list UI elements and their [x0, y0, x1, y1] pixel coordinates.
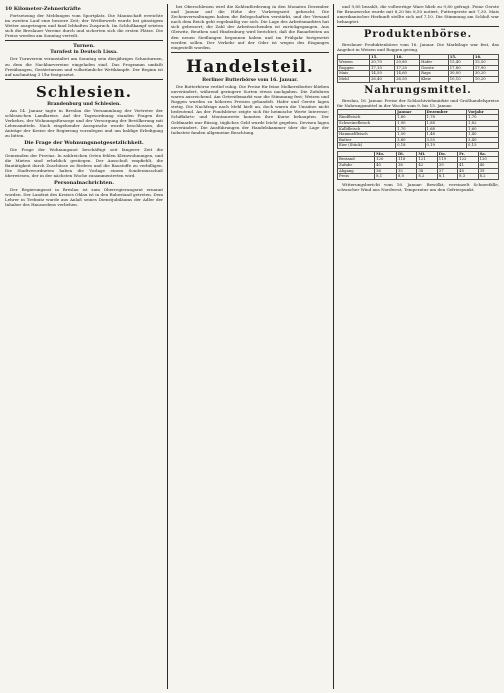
table-cell: 8,2: [478, 174, 498, 180]
wohnung-title: Die Frage der Wohnungsnotgesetzlichkeit.: [24, 140, 144, 147]
table-cell: 121: [417, 157, 437, 163]
table-cell: 14,50: [370, 71, 395, 77]
table-cell: 0,18: [396, 143, 425, 149]
table-cell: 1,50: [396, 132, 425, 138]
middle-top-article: bei Oberschlesien wird die Kohlenförderung in den Monaten Dezember und Januar auf die Höhe der Vorkriegszeit gebracht. Die Zechenverwaltungen haben die Belegschaften verstärkt, und der Versand nach dem Reich geht regelmäßig vor sich. Die Lage des Arbeitsmarktes hat sich gebessert; die Zahl der Arbeitsuchenden ist zurückgegangen. Aus Gleiwitz, Beuthen und Hindenburg wird berichtet, daß die Bauarbeiten an den neuen Siedlungen begonnen haben und im Frühjahr fortgesetzt werden sollen. Der Verkehr auf der Oder ist wegen des Eisganges eingestellt worden.: [171, 4, 329, 50]
table-cell: Abgang: [338, 168, 375, 174]
section-title-schlesien: Schlesien.: [36, 82, 132, 101]
table-cell: Mais: [338, 71, 370, 77]
table-header-cell: Mi.: [417, 151, 437, 157]
table-cell: 1,80: [396, 115, 425, 121]
table-cell: Rindfleisch: [338, 115, 396, 121]
personal-article: Der Regierungsrat in Breslau ist zum Oberregierungsrat ernannt worden. Der Landrat des Kreises Ohlau ist in den Ruhestand getreten. Dem Lehrer in Trebnitz wurde aus Anlaß seines Dienstjubiläums der Adler der Inhaber des Hausordens verliehen.: [5, 186, 163, 208]
table-cell: 119: [437, 157, 457, 163]
table-cell: 10,10: [448, 76, 473, 82]
table-cell: Zufuhr: [338, 163, 375, 169]
table-header-cell: Dezember: [425, 109, 467, 115]
table-cell: 17,10: [370, 65, 395, 71]
column-rule: [333, 4, 334, 689]
table-cell: Hafer: [420, 60, 449, 66]
table-cell: 40: [375, 163, 397, 169]
top-article: Fortsetzung der Meldungen vom Sportplatz. Die Mannschaft erreichte im zweiten Lauf eine bessere Zeit; der Wettbewerb wurde bei günstigem Wetter ausgetragen und fand lebhaften Zuspruch. Im Schlußkampf setzten sich die Breslauer Vereine durch und sicherten sich die ersten Plätze. Die Preise werden am Sonntag verteilt.: [5, 13, 163, 39]
turnen-subtitle: Turnfest in Deutsch Lissa.: [50, 50, 118, 56]
table-cell: Kleie: [420, 76, 449, 82]
table-cell: 8,3: [458, 174, 478, 180]
table-cell: 8,2: [417, 174, 437, 180]
table-cell: 1,70: [467, 115, 499, 121]
table-cell: 17,90: [473, 65, 498, 71]
table-cell: 20,70: [370, 60, 395, 66]
table-cell: 1,82: [467, 120, 499, 126]
table-header-cell: Mo.: [375, 151, 397, 157]
table-cell: 30,20: [473, 71, 498, 77]
schlesien-article: Am 14. Januar tagte in Breslau die Versammlung der Vertreter der schlesischen Landkreise. Auf der Tagesordnung standen Fragen des Verkehrs, der Wohnungsfürsorge und der Versorgung der Bevölkerung mit Lebensmitteln. Nach eingehender Aussprache wurde beschlossen, die Anträge der Kreise der Regierung vorzulegen und um baldige Erledigung zu bitten.: [5, 107, 163, 139]
column-rule: [167, 4, 168, 689]
table-row: [338, 76, 499, 82]
table-header-cell: 16.: [395, 54, 420, 60]
table-cell: 0,15: [467, 143, 499, 149]
table-cell: 1,48: [425, 132, 467, 138]
column-right: [337, 4, 499, 193]
table-cell: 1,90: [396, 120, 425, 126]
table-cell: 1,68: [425, 126, 467, 132]
table-cell: 40: [478, 163, 498, 169]
table-cell: 1,88: [425, 120, 467, 126]
section-title-handelsteil: Handelsteil.: [186, 56, 314, 77]
table-cell: 26,50: [395, 76, 420, 82]
price-table-grain: [337, 54, 499, 83]
turnen-title: Turnen.: [73, 43, 95, 50]
newspaper-page: [3, 0, 501, 693]
table-cell: Roggen: [338, 65, 370, 71]
table-header-cell: Sa.: [478, 151, 498, 157]
price-table-food: [337, 109, 499, 149]
table-cell: Weizen: [338, 60, 370, 66]
prod-article: Breslauer Produktenbörse vom 16. Januar. Die Marktlage war fest, das Angebot in Weizen und Roggen gering.: [337, 42, 499, 53]
table-cell: Gerste: [420, 65, 449, 71]
turnen-article: Der Turnverein veranstaltet am Sonntag sein diesjähriges Schauturnen, zu dem die Nachbarvereine eingeladen sind. Das Programm umfaßt Freiübungen, Geräteturnen und volkstümliche Wettkämpfe. Der Beginn ist auf nachmittag 3 Uhr festgesetzt.: [5, 56, 163, 77]
section-subtitle: Brandenburg und Schlesien.: [47, 101, 121, 107]
divider: [337, 26, 499, 27]
table-header-cell: Fr.: [458, 151, 478, 157]
column-middle: [171, 4, 329, 136]
table-cell: 3,55: [425, 137, 467, 143]
divider: [5, 40, 163, 41]
table-cell: Raps: [420, 71, 449, 77]
right-top-article: und 9,85 bezahlt, die vollwertige Ware blieb zu 9,80 gefragt. Feine Gerste für Brauzwecke wurde mit 8,20 bis 8,50 notiert, Futtergerste mit 7,30. Mais amerikanischer Herkunft stellte sich auf 7,10. Die Stimmung am Schluß war behauptet.: [337, 4, 499, 25]
section-title-produktenboerse: Produktenbörse.: [363, 29, 473, 41]
table-row: [338, 174, 499, 180]
table-cell: 120: [478, 157, 498, 163]
section-title-nahrungsmittel: Nahrungsmittel.: [364, 84, 472, 96]
table-header-cell: 16.: [473, 54, 498, 60]
table-header-cell: Do.: [437, 151, 457, 157]
table-header-cell: Di.: [397, 151, 417, 157]
personal-title: Personalnachrichten.: [54, 179, 114, 186]
divider: [171, 52, 329, 53]
table-cell: 8,0: [397, 174, 417, 180]
table-cell: 118: [397, 157, 417, 163]
table-header-cell: Vorjahr: [467, 109, 499, 115]
table-cell: Hammelfleisch: [338, 132, 396, 138]
weather-note: Witterungsbericht vom 16. Januar: Bewölkt, vereinzelt Schneefälle, schwacher Wind aus Nordwest, Temperatur um den Gefrierpunkt.: [337, 181, 499, 192]
table-cell: Butter: [338, 137, 396, 143]
table-cell: 8,1: [437, 174, 457, 180]
top-heading: 10 Kilometer-Zehnerkräfte: [5, 6, 81, 12]
table-cell: Kalbfleisch: [338, 126, 396, 132]
table-cell: 1,60: [467, 126, 499, 132]
table-cell: Bestand: [338, 157, 375, 163]
table-cell: 36: [375, 168, 397, 174]
table-cell: 8,1: [375, 174, 397, 180]
table-cell: 39: [478, 168, 498, 174]
table-cell: Mehl: [338, 76, 370, 82]
table-cell: 3,60: [396, 137, 425, 143]
divider: [5, 79, 163, 80]
table-cell: 15,40: [448, 60, 473, 66]
table-cell: Preis: [338, 174, 375, 180]
table-cell: 17,80: [448, 65, 473, 71]
table-cell: 38: [417, 168, 437, 174]
table-cell: 20,80: [395, 60, 420, 66]
table-cell: 39: [437, 163, 457, 169]
column-left: [5, 4, 163, 208]
table-cell: 35: [397, 168, 417, 174]
table-header-cell: 15.: [448, 54, 473, 60]
nahr-article: Breslau, 16. Januar. Preise der Schlachtviehmärkte und Großhandelspreise für Nahrungsmittel in der Woche vom 9. bis 15. Januar.: [337, 97, 499, 108]
handel-subtitle: Berliner Butterbörse vom 16. Januar.: [202, 77, 298, 83]
table-header-cell: Januar: [396, 109, 425, 115]
table-cell: 0,19: [425, 143, 467, 149]
wohnung-article: Die Frage der Wohnungsnot beschäftigt seit längerer Zeit die Gemeinden der Provinz. In zahlreichen Orten fehlen Kleinwohnungen, und die Mieten sind erheblich gestiegen. Der Ausschuß empfiehlt, die Bautätigkeit durch Zuschüsse zu fördern und die Baustoffe zu verbilligen. Die Stadtverordneten haben die Vorlage einem Sonderausschuß überwiesen, der in der nächsten Woche zusammentreten wird.: [5, 147, 163, 178]
table-cell: 37: [437, 168, 457, 174]
table-row: [338, 143, 499, 149]
table-cell: 26,40: [370, 76, 395, 82]
table-cell: 40: [458, 168, 478, 174]
table-cell: 120: [375, 157, 397, 163]
table-cell: 10,20: [473, 76, 498, 82]
table-cell: 3,40: [467, 137, 499, 143]
table-cell: 1,78: [425, 115, 467, 121]
table-cell: 1,70: [396, 126, 425, 132]
table-cell: 15,50: [473, 60, 498, 66]
table-cell: Schweinefleisch: [338, 120, 396, 126]
table-cell: 41: [458, 163, 478, 169]
table-cell: 1,40: [467, 132, 499, 138]
market-grid-table: [337, 151, 499, 180]
table-cell: 14,60: [395, 71, 420, 77]
table-header-cell: 15.: [370, 54, 395, 60]
table-cell: 38: [397, 163, 417, 169]
table-cell: Eier (Stück): [338, 143, 396, 149]
table-cell: 17,20: [395, 65, 420, 71]
table-cell: 30,00: [448, 71, 473, 77]
table-cell: 122: [458, 157, 478, 163]
handel-article: Die Butterbörse verlief ruhig. Die Preise für feine Molkereibutter blieben unverändert, während geringere Sorten etwas nachgaben. Die Zufuhren waren ausreichend. Am Getreidemarkt war die Stimmung fest; Weizen und Roggen wurden zu höheren Preisen gehandelt. Hafer und Gerste lagen stetig. Die Nachfrage nach Mehl hielt an, doch waren die Umsätze nicht bedeutend. An der Fondsbörse zeigte sich für heimische Werte Interesse; Schiffahrts- und Montanwerte konnten ihre Kurse behaupten. Der Geldmarkt war flüssig, tägliches Geld wurde leicht gegeben. Devisen lagen unverändert. Die Ausführungen der Handelskammer über die Lage der Industrie fanden allgemeine Beachtung.: [171, 83, 329, 135]
table-cell: 42: [417, 163, 437, 169]
